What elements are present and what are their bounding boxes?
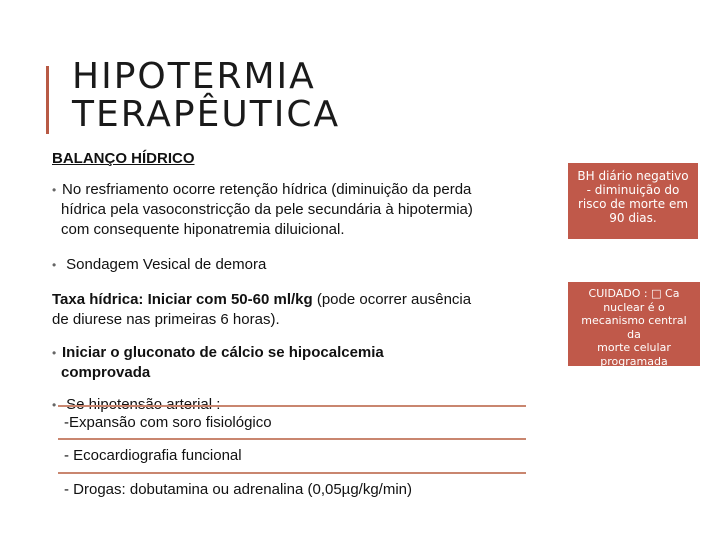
- callout-line-3: mecanismo central da: [581, 314, 687, 341]
- bullet-text-line-2: hídrica pela vasoconstricção da pele secundária à hipotermia): [61, 201, 473, 218]
- bullet-calcium-gluconate: [52, 343, 512, 383]
- hypotension-item-saline: -Expansão com soro fisiológico: [64, 414, 272, 431]
- bullet-marker: •: [52, 183, 57, 197]
- fluid-rate-normal: (pode ocorrer ausência: [312, 291, 472, 308]
- bullet-text-line-3: com consequente hiponatremia diluicional.: [61, 221, 345, 238]
- bullet-text-line-1: Iniciar o gluconato de cálcio se hipocalcemia: [62, 344, 384, 361]
- title-accent-bar: [46, 66, 49, 134]
- bullet-text-line-1: No resfriamento ocorre retenção hídrica (diminuição da perda: [62, 181, 472, 198]
- callout-line-3: risco de morte em: [577, 197, 689, 211]
- bullet-marker: •: [52, 258, 57, 272]
- title-line-1: HIPOTERMIA: [72, 56, 316, 97]
- divider-line: [58, 405, 526, 407]
- callout-line-1: CUIDADO : □ Ca: [588, 287, 680, 300]
- hypotension-item-drugs: - Drogas: dobutamina ou adrenalina (0,05µg/kg/min): [64, 481, 413, 498]
- callout-line-1: BH diário negativo: [577, 169, 689, 183]
- bullet-bladder-catheter: [52, 255, 452, 275]
- divider-line: [58, 438, 526, 440]
- bullet-text-line-2: comprovada: [61, 364, 151, 381]
- hypotension-item-echo: - Ecocardiografia funcional: [64, 447, 242, 464]
- title-line-2: TERAPÊUTICA: [72, 94, 341, 135]
- fluid-rate-bold: Taxa hídrica: Iniciar com 50-60 ml/kg: [52, 291, 313, 308]
- callout-negative-balance: [568, 163, 698, 239]
- bullet-marker: •: [52, 346, 57, 360]
- divider-line: [58, 472, 526, 474]
- page-title: [72, 58, 340, 134]
- callout-line-2: nuclear é o: [603, 300, 665, 314]
- bullet-marker: •: [52, 398, 57, 412]
- fluid-rate-paragraph: [52, 290, 567, 330]
- callout-line-4: morte celular: [597, 341, 671, 354]
- callout-line-4: 90 dias.: [609, 211, 657, 225]
- callout-line-5: programada: [600, 354, 668, 368]
- bullet-text: Sondagem Vesical de demora: [66, 256, 267, 273]
- bullet-fluid-retention: [52, 180, 572, 240]
- callout-line-2: - diminuição do: [586, 183, 680, 197]
- section-subtitle: BALANÇO HÍDRICO: [52, 150, 195, 167]
- callout-calcium-warning: [568, 282, 700, 366]
- fluid-rate-line-2: de diurese nas primeiras 6 horas).: [52, 311, 280, 328]
